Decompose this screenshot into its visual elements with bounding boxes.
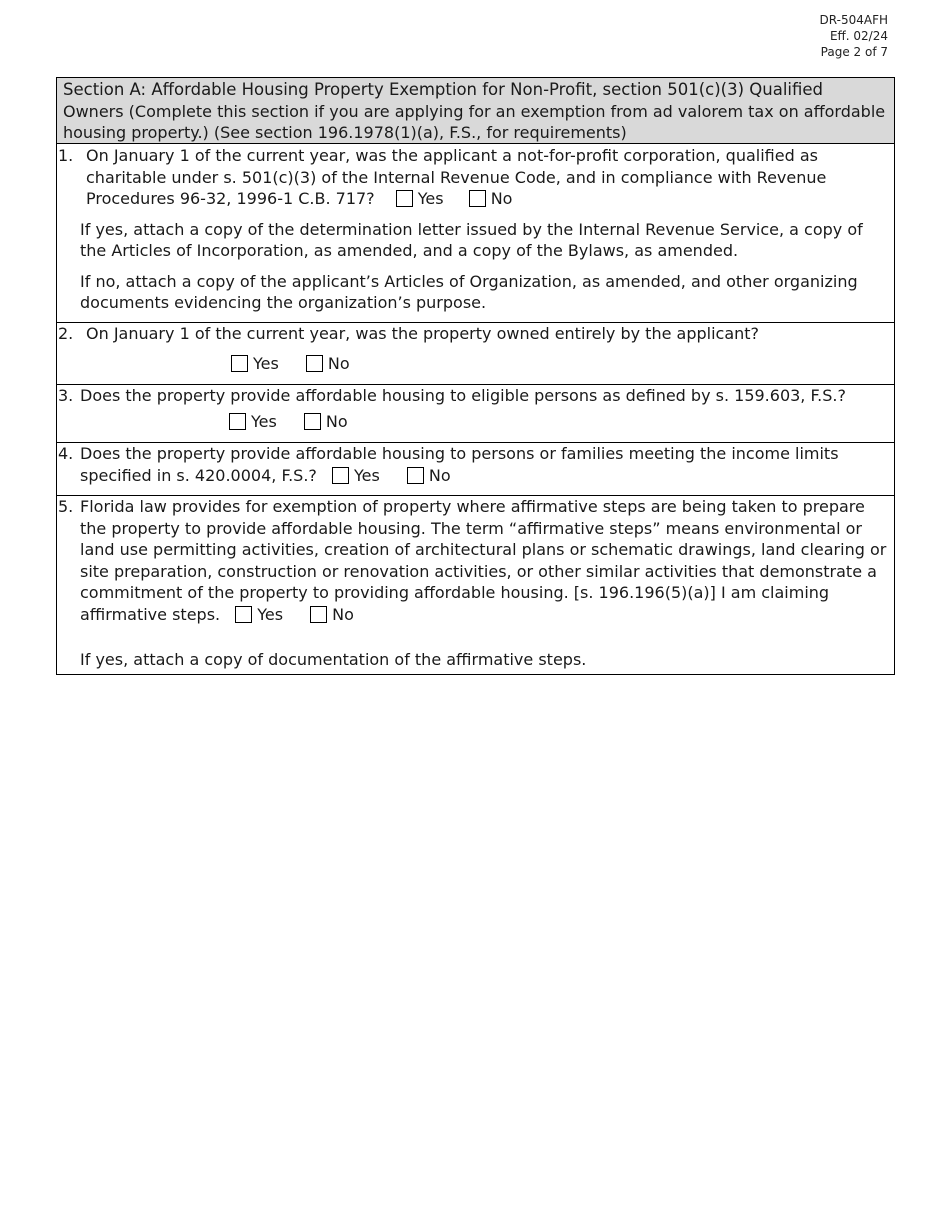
question-row-4 xyxy=(57,443,894,496)
section-header xyxy=(57,78,894,144)
yes-checkbox[interactable] xyxy=(332,467,349,484)
question-row-5 xyxy=(57,496,894,674)
no-label: No xyxy=(325,411,348,431)
question-number: 3. xyxy=(58,386,74,405)
question-row-1 xyxy=(57,144,894,323)
question-number: 2. xyxy=(58,324,74,343)
section-a-table xyxy=(56,77,895,675)
form-identifier xyxy=(820,12,888,60)
question-text: Florida law provides for exemption of property where affirmative steps are being taken to prepare the property to provide affordable housing. The term “affirmative steps” means environmental or land use permitting activities, creation of architectural plans or schematic drawings, land clearing or site preparation, construction or renovation activities, or other similar activities that demonstrate a commitment of the property to providing affordable housing. [s. 196.196(5)(a)] I am claiming affirmative steps. xyxy=(80,497,887,624)
no-label: No xyxy=(490,189,513,208)
no-label: No xyxy=(332,604,354,624)
note-if-yes: If yes, attach a copy of documentation of the affirmative steps. xyxy=(80,650,587,669)
yes-checkbox[interactable] xyxy=(235,606,252,623)
effective-date: Eff. 02/24 xyxy=(829,29,888,43)
page-number: Page 2 of 7 xyxy=(820,45,888,59)
question-number: 4. xyxy=(58,444,74,463)
question-row-2 xyxy=(57,323,894,385)
no-checkbox[interactable] xyxy=(310,606,327,623)
no-checkbox[interactable] xyxy=(469,190,486,207)
yes-checkbox[interactable] xyxy=(229,413,246,430)
question-text: Does the property provide affordable housing to eligible persons as defined by s. 159.603, F.S.? xyxy=(80,386,846,405)
yes-checkbox[interactable] xyxy=(231,355,248,372)
no-checkbox[interactable] xyxy=(304,413,321,430)
yes-checkbox[interactable] xyxy=(396,190,413,207)
yes-label: Yes xyxy=(257,604,284,624)
no-label: No xyxy=(428,465,451,485)
yes-label: Yes xyxy=(353,465,380,485)
question-text: Does the property provide affordable housing to persons or families meeting the income limits specified in s. 420.0004, F.S.? xyxy=(80,444,839,485)
form-number: DR-504AFH xyxy=(819,13,888,27)
no-label: No xyxy=(327,353,350,373)
yes-label: Yes xyxy=(251,411,277,431)
question-text: On January 1 of the current year, was the applicant a not-for-profit corporation, qualified as charitable under s. 501(c)(3) of the Internal Revenue Code, and in compliance with Revenue Procedures 96-32, 1996-1 C.B. 717? xyxy=(86,146,827,208)
section-subtitle: Owners (Complete this section if you are applying for an exemption from ad valorem tax on affordable housing property.) (See section 196.1978(1)(a), F.S., for requirements) xyxy=(63,101,886,142)
question-text: On January 1 of the current year, was the property owned entirely by the applicant? xyxy=(86,324,760,343)
yes-label: Yes xyxy=(253,353,279,373)
no-checkbox[interactable] xyxy=(407,467,424,484)
no-checkbox[interactable] xyxy=(306,355,323,372)
note-if-yes: If yes, attach a copy of the determination letter issued by the Internal Revenue Service, a copy of the Articles of Incorporation, as amended, and a copy of the Bylaws, as amended. xyxy=(80,219,863,260)
question-number: 5. xyxy=(58,497,74,516)
note-if-no: If no, attach a copy of the applicant’s Articles of Organization, as amended, and other organizing documents evidencing the organization’s purpose. xyxy=(80,271,858,312)
question-row-3 xyxy=(57,385,894,443)
section-title: Section A: Affordable Housing Property Exemption for Non-Profit, section 501(c)(3) Qualified xyxy=(63,80,824,99)
yes-label: Yes xyxy=(417,189,444,208)
question-number: 1. xyxy=(58,146,74,165)
